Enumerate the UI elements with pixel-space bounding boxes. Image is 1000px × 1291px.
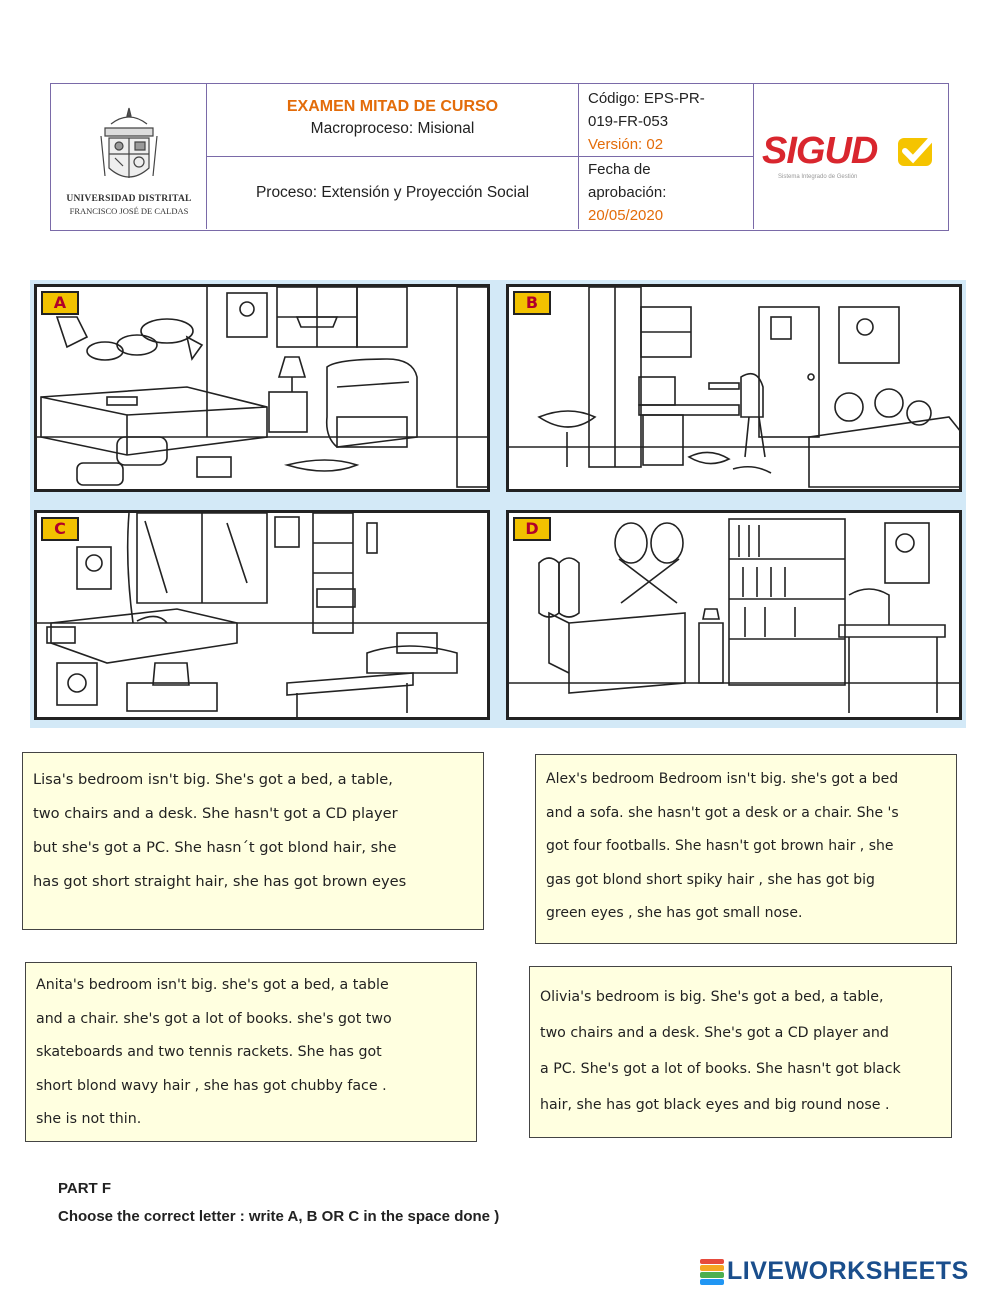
liveworksheets-icon [700,1259,724,1285]
anita-line-4: short blond wavy hair , she has got chubby face . [36,1077,387,1094]
exam-title-cell [207,84,579,157]
macroprocess-label: Macroproceso: Misional [310,120,475,137]
description-lisa [22,752,484,930]
part-instruction: Choose the correct letter : write A, B OR C in the space done ) [58,1208,500,1225]
part-title: PART F [58,1180,112,1197]
olivia-line-4: hair, she has got black eyes and big round nose . [540,1097,890,1113]
lisa-line-1: Lisa's bedroom isn't big. She's got a bed, a table, [33,771,393,788]
process-label: Proceso: Extensión y Proyección Social [255,184,530,201]
bedroom-a-drawing [37,287,490,492]
sigud-tagline: Sistema Integrado de Gestión [778,174,858,180]
date-line-1: Fecha de [588,161,651,178]
alex-line-1: Alex's bedroom Bedroom isn't big. she's got a bed [546,771,899,787]
anita-line-5: she is not thin. [36,1111,142,1127]
code-line-1: Código: EPS-PR- [588,90,705,107]
alex-line-2: and a sofa. she hasn't got a desk or a chair. She 's [546,804,899,821]
lisa-line-4: has got short straight hair, she has got brown eyes [33,873,407,890]
picture-d [506,510,962,720]
check-icon [896,132,938,170]
anita-line-3: skateboards and two tennis rackets. She has got [36,1044,382,1060]
anita-line-2: and a chair. she's got a lot of books. she's got two [36,1010,392,1027]
date-cell [579,157,754,229]
approval-date: 20/05/2020 [588,207,664,224]
bedroom-d-drawing [509,513,962,720]
description-anita [25,962,477,1142]
alex-line-3: got four footballs. She hasn't got brown hair , she [546,838,894,854]
olivia-line-1: Olivia's bedroom is big. She's got a bed, a table, [540,989,884,1005]
alex-line-4: gas got blond short spiky hair , she has got big [546,871,875,888]
university-name: UNIVERSIDAD DISTRITAL [66,194,192,204]
liveworksheets-wordmark: LIVEWORKSHEETS [727,1257,969,1285]
anita-line-1: Anita's bedroom isn't big. she's got a bed, a table [36,977,389,993]
sigud-logo-cell [754,84,947,229]
olivia-line-3: a PC. She's got a lot of books. She hasn't got black [540,1061,901,1077]
code-cell [579,84,754,157]
exam-title: EXAMEN MITAD DE CURSO [286,98,499,115]
picture-c [34,510,490,720]
bedroom-b-drawing [509,287,962,492]
sigud-logo: SIGUD [762,130,878,172]
document-header [50,83,949,231]
picture-b-label: B [513,291,551,315]
picture-a-label: A [41,291,79,315]
picture-d-label: D [513,517,551,541]
version-label: Versión: 02 [588,136,664,153]
code-line-2: 019-FR-053 [588,113,669,130]
picture-c-label: C [41,517,79,541]
lisa-line-3: but she's got a PC. She hasn´t got blond hair, she [33,839,397,856]
lisa-line-2: two chairs and a desk. She hasn't got a CD player [33,805,398,822]
process-cell [207,157,579,229]
university-logo-cell [51,84,207,229]
description-alex [535,754,957,944]
bedroom-c-drawing [37,513,490,720]
university-crest-icon [97,106,161,192]
bedroom-pictures [30,280,966,728]
description-olivia [529,966,952,1138]
university-subname: FRANCISCO JOSÉ DE CALDAS [69,206,189,216]
olivia-line-2: two chairs and a desk. She's got a CD player and [540,1025,889,1041]
picture-a [34,284,490,492]
date-line-2: aprobación: [588,184,667,201]
alex-line-5: green eyes , she has got small nose. [546,905,803,921]
liveworksheets-logo [700,1257,969,1286]
picture-b [506,284,962,492]
